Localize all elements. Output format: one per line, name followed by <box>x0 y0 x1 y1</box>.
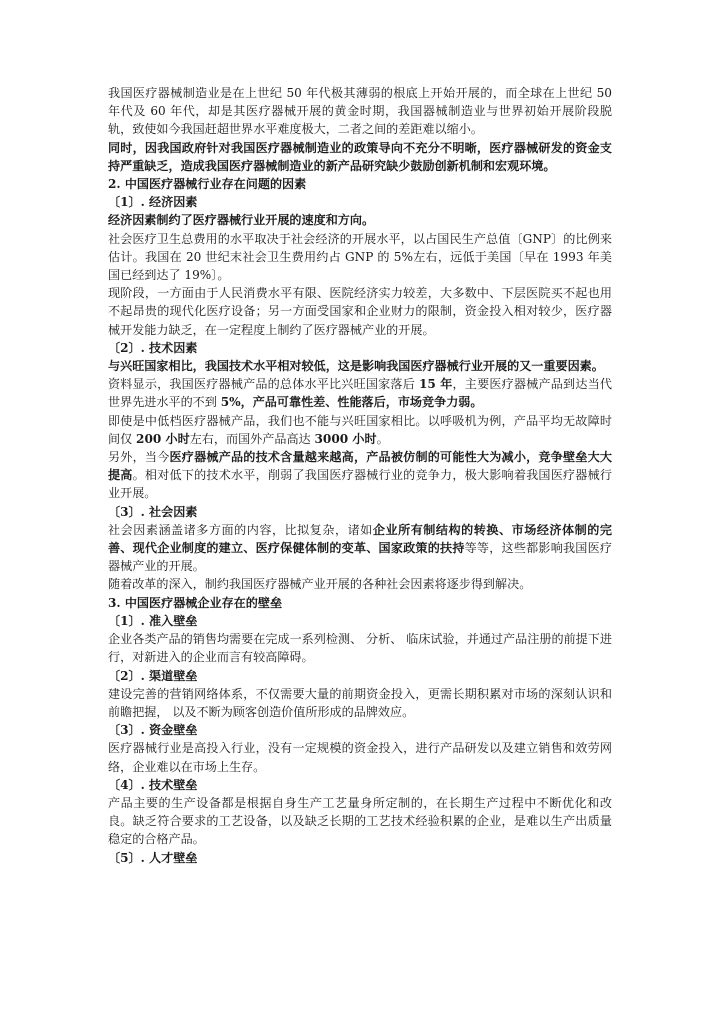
subheading-social: 〔3〕. 社会因素 <box>108 504 198 519</box>
text-segment-bold: 3000 小时 <box>314 431 377 446</box>
paragraph-social-factors <box>108 521 612 576</box>
section-heading-3: 3. 中国医疗器械企业存在的壁垒 <box>108 595 283 610</box>
paragraph-access-barrier: 企业各类产品的销售均需要在完成一系列检测、 分析、 临床试验，并通过产品注册的前提下进行，对新进入的企业而言有较高障碍。 <box>108 632 612 665</box>
subheading-access-barrier: 〔1〕. 准入壁垒 <box>108 613 198 628</box>
paragraph-policy: 同时，因我国政府针对我国医疗器械制造业的政策导向不充分不明晰，医疗器械研发的资金支持严重缺乏，造成我国医疗器械制造业的新产品研究缺少鼓励创新机制和宏观环境。 <box>108 140 612 173</box>
document-page <box>108 84 612 867</box>
paragraph-ventilator <box>108 412 612 448</box>
subheading-economic: 〔1〕. 经济因素 <box>108 195 198 210</box>
paragraph-tech-barrier: 产品主要的生产设备都是根据自身生产工艺量身所定制的，在长期生产过程中不断优化和改良。缺乏符合要求的工艺设备，以及缺乏长期的工艺技术经验积累的企业，是难以生产出质量稳定的合格产品。 <box>108 795 612 847</box>
paragraph-current-stage: 现阶段，一方面由于人民消费水平有限、医院经济实力较差，大多数中、下层医院买不起也用不起昂贵的现代化医疗设备；另一方面受国家和企业财力的限制，资金投入相对较少，医疗器械开发能力缺乏，在一定程度上制约了医疗器械产业的开展。 <box>108 286 612 337</box>
paragraph-health-spending: 社会医疗卫生总费用的水平取决于社会经济的开展水平，以占国民生产总值〔GNP〕的比例来估计。我国在 20 世纪末社会卫生费用约占 GNP 的 5%左右，远低于美国〔早在 1993 年美国已经到达了 19%〕。 <box>108 231 612 283</box>
text-segment: 资料显示，我国医疗器械产品的总体水平比兴旺国家落后 <box>108 377 420 392</box>
section-heading-2: 2. 中国医疗器械行业存在问题的因素 <box>108 177 307 192</box>
text-segment-bold: 15 年 <box>419 377 453 392</box>
text-segment: 另外，当今 <box>108 450 170 465</box>
text-segment-bold: 医疗器械产品的技术含量越来越高，产品被仿制的可能性大为减小，竞争壁垒大大提高 <box>108 450 612 483</box>
text-segment: ，主要医疗器械产品到达当代世界先进水平的不到 <box>108 377 612 410</box>
text-segment: 即使是中低档医疗器械产品，我们也不能与兴旺国家相比。以呼吸机为例，产品平均无故障时间仅 <box>108 413 612 446</box>
paragraph-tech-content <box>108 448 612 503</box>
subheading-technical: 〔2〕. 技术因素 <box>108 340 198 355</box>
text-segment-bold: 200 小时 <box>136 431 190 446</box>
paragraph-technical-lead: 与兴旺国家相比，我国技术水平相对较低，这是影响我国医疗器械行业开展的又一重要因素。 <box>108 359 604 374</box>
text-segment-bold: 企业所有制结构的转换、市场经济体制的完善、现代企业制度的建立、医疗保健体制的变革、国家政策的扶持 <box>108 522 612 556</box>
paragraph-data-show <box>108 375 612 411</box>
text-segment: 社会因素涵盖诸多方面的内容，比拟复杂，诸如 <box>108 522 373 537</box>
paragraph-channel-barrier: 建设完善的营销网络体系，不仅需要大量的前期资金投入，更需长期积累对市场的深刻认识和前瞻把握， 以及不断为顾客创造价值所形成的品牌效应。 <box>108 686 612 719</box>
paragraph-economic-lead: 经济因素制约了医疗器械行业开展的速度和方向。 <box>108 213 375 228</box>
subheading-tech-barrier: 〔4〕. 技术壁垒 <box>108 777 198 792</box>
paragraph-reform: 随着改革的深入，制约我国医疗器械产业开展的各种社会因素将逐步得到解决。 <box>108 577 532 592</box>
paragraph-history: 我国医疗器械制造业是在上世纪 50 年代极其薄弱的根底上开始开展的，而全球在上世纪 50 年代及 60 年代，却是其医疗器械开展的黄金时期，我国器械制造业与世界初始开展阶段脱轨，致使如今我国赶超世界水平难度极大，二者之间的差距难以缩小。 <box>108 86 612 137</box>
subheading-capital-barrier: 〔3〕. 资金壁垒 <box>108 723 198 738</box>
paragraph-capital-barrier: 医疗器械行业是高投入行业，没有一定规模的资金投入，进行产品研发以及建立销售和效劳网络，企业难以在市场上生存。 <box>108 741 612 774</box>
text-segment: 。相对低下的技术水平，削弱了我国医疗器械行业的竞争力，极大影响着我国医疗器械行业开展。 <box>108 468 612 501</box>
subheading-talent-barrier: 〔5〕. 人才壁垒 <box>108 850 198 865</box>
text-segment: 左右，而国外产品高达 <box>189 431 315 446</box>
subheading-channel-barrier: 〔2〕. 渠道壁垒 <box>108 668 198 683</box>
text-segment: 等等，这些都影响我国医疗器械产业的开展。 <box>108 541 612 574</box>
text-segment: 。 <box>376 431 389 446</box>
text-segment-bold: 5%，产品可靠性差、性能落后，市场竞争力弱。 <box>220 395 483 410</box>
